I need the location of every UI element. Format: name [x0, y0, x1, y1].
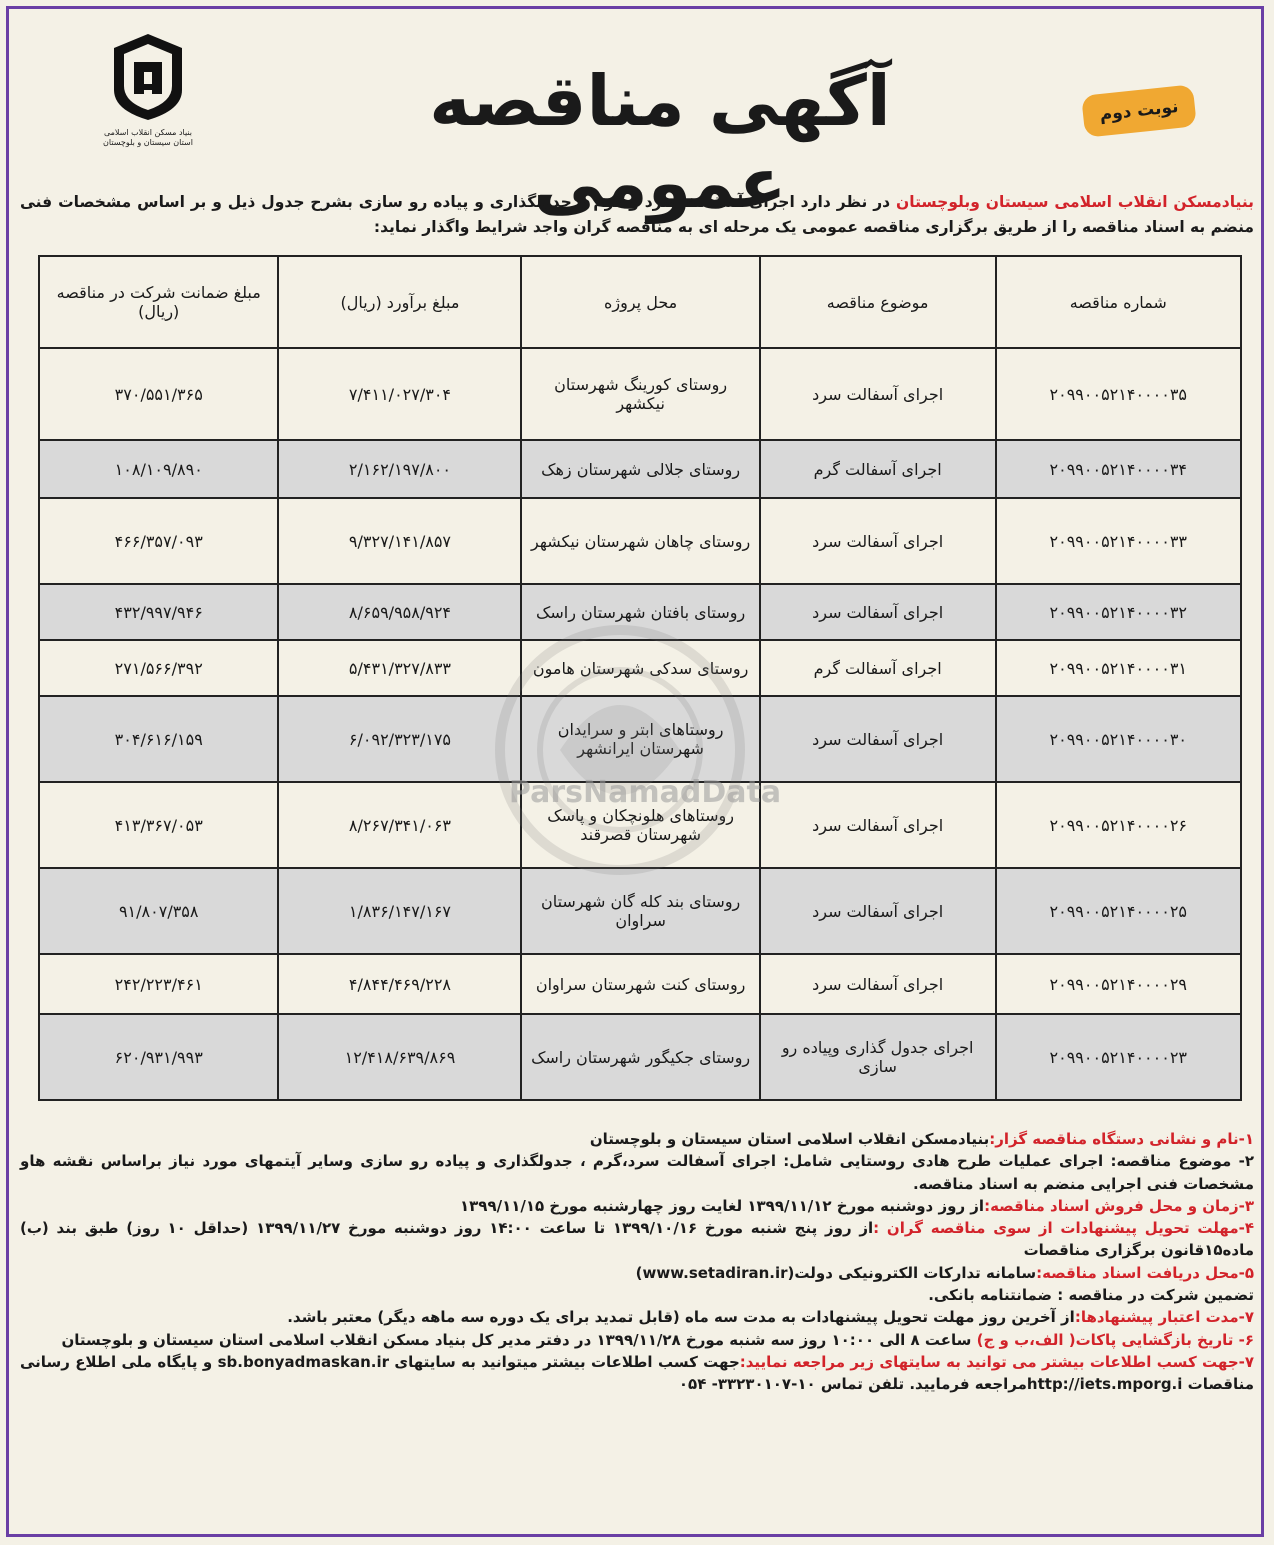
cell-estimate: ۴/۸۴۴/۴۶۹/۲۲۸	[278, 954, 521, 1014]
header-estimate: مبلغ برآورد (ریال)	[278, 256, 521, 348]
cell-guarantee: ۱۰۸/۱۰۹/۸۹۰	[39, 440, 278, 498]
cell-location: روستای جلالی شهرستان زهک	[521, 440, 759, 498]
round-badge: نوبت دوم	[1081, 84, 1197, 137]
cell-estimate: ۱/۸۳۶/۱۴۷/۱۶۷	[278, 868, 521, 954]
cell-location: روستای جکیگور شهرستان راسک	[521, 1014, 759, 1100]
table-row	[39, 640, 1241, 696]
cell-tender-number: ۲۰۹۹۰۰۵۲۱۴۰۰۰۰۲۳	[996, 1014, 1241, 1100]
setadiran-link[interactable]: www.setadiran.ir	[642, 1263, 788, 1282]
cell-subject: اجرای آسفالت سرد	[760, 696, 996, 782]
guarantee-note: تضمین شرکت در مناقصه : ضمانتنامه بانکی.	[928, 1286, 1254, 1305]
table-body	[39, 348, 1241, 1100]
note-1-text: بنیادمسکن انقلاب اسلامی استان سیستان و بلوچستان	[589, 1130, 990, 1148]
note-6-label: ۶- تاریخ بازگشایی پاکات( الف،ب و ج)	[976, 1330, 1254, 1349]
header-tender-number: شماره مناقصه	[996, 256, 1241, 348]
note-7a-label: ۷-مدت اعتبار پیشنهادها:	[1074, 1308, 1254, 1327]
header-subject: موضوع مناقصه	[760, 256, 996, 348]
intro-org: بنیادمسکن انقلاب اسلامی سیستان وبلوچستان	[896, 193, 1255, 211]
table-header-row	[39, 256, 1241, 348]
cell-estimate: ۸/۲۶۷/۳۴۱/۰۶۳	[278, 782, 521, 868]
cell-guarantee: ۳۷۰/۵۵۱/۳۶۵	[39, 348, 278, 440]
cell-location: روستای کورینگ شهرستان نیکشهر	[521, 348, 759, 440]
cell-subject: اجرای آسفالت سرد	[760, 868, 996, 954]
cell-guarantee: ۹۱/۸۰۷/۳۵۸	[39, 868, 278, 954]
cell-guarantee: ۴۳۲/۹۹۷/۹۴۶	[39, 584, 278, 640]
note-7b-text3: مراجعه فرمایید. تلفن تماس ۱۰-۳۳۲۳۰۱۰۷- ۰۵۴	[678, 1375, 1027, 1394]
note-3-text: از روز دوشنبه مورخ ۱۳۹۹/۱۱/۱۲ لغایت روز چهارشنبه مورخ ۱۳۹۹/۱۱/۱۵	[459, 1196, 985, 1215]
logo-caption: بنیاد مسکن انقلاب اسلامی استان سیستان و بلوچستان	[103, 128, 193, 147]
cell-location: روستای چاهان شهرستان نیکشهر	[521, 498, 759, 584]
table-row	[39, 954, 1241, 1014]
note-7b	[20, 1351, 1254, 1396]
cell-tender-number: ۲۰۹۹۰۰۵۲۱۴۰۰۰۰۳۴	[996, 440, 1241, 498]
note-7a	[20, 1306, 1254, 1328]
cell-subject: اجرای آسفالت سرد	[760, 584, 996, 640]
cell-subject: اجرای آسفالت گرم	[760, 440, 996, 498]
cell-estimate: ۵/۴۳۱/۳۲۷/۸۳۳	[278, 640, 521, 696]
watermark-brand: ParsNamadData	[508, 775, 782, 810]
cell-subject: اجرای آسفالت سرد	[760, 348, 996, 440]
cell-tender-number: ۲۰۹۹۰۰۵۲۱۴۰۰۰۰۳۱	[996, 640, 1241, 696]
table-row	[39, 440, 1241, 498]
cell-tender-number: ۲۰۹۹۰۰۵۲۱۴۰۰۰۰۲۶	[996, 782, 1241, 868]
cell-guarantee: ۲۴۲/۲۲۳/۴۶۱	[39, 954, 278, 1014]
bonyad-link[interactable]: sb.bonyadmaskan.ir	[217, 1352, 390, 1371]
note-1-label: ۱-نام و نشانی دستگاه مناقصه گزار:	[989, 1130, 1254, 1148]
iets-link[interactable]: http://iets.mporg.i	[1026, 1375, 1183, 1394]
cell-location: روستاهای هلونچکان و پاسک شهرستان قصرقند	[521, 782, 759, 868]
table-row	[39, 696, 1241, 782]
header-location: محل پروژه	[521, 256, 759, 348]
table-row	[39, 348, 1241, 440]
cell-estimate: ۸/۶۵۹/۹۵۸/۹۲۴	[278, 584, 521, 640]
note-4-text: از روز پنج شنبه مورخ ۱۳۹۹/۱۰/۱۶ تا ساعت ۱۴:۰۰ روز دوشنبه مورخ ۱۳۹۹/۱۱/۲۷ (حداقل ۱۰ روز) طبق بند (ب) ماده۱۵قانون برگزاری مناقصات	[20, 1219, 1254, 1260]
cell-location: روستای بند کله گان شهرستان سراوان	[521, 868, 759, 954]
table-row	[39, 1014, 1241, 1100]
cell-estimate: ۷/۴۱۱/۰۲۷/۳۰۴	[278, 348, 521, 440]
note-5-text: سامانه تدارکات الکترونیکی دولت(	[787, 1263, 1037, 1282]
cell-subject: اجرای آسفالت گرم	[760, 640, 996, 696]
note-7b-text2: و پایگاه ملی اطلاع رسانی مناقصات	[20, 1352, 1254, 1394]
note-7b-text: جهت کسب اطلاعات بیشتر میتوانید به سایتهای	[394, 1352, 740, 1371]
cell-estimate: ۲/۱۶۲/۱۹۷/۸۰۰	[278, 440, 521, 498]
intro-paragraph	[20, 190, 1254, 240]
cell-guarantee: ۴۱۳/۳۶۷/۰۵۳	[39, 782, 278, 868]
cell-location: روستای بافتان شهرستان راسک	[521, 584, 759, 640]
cell-location: روستای سدکی شهرستان هامون	[521, 640, 759, 696]
cell-subject: اجرای جدول گذاری وپیاده رو سازی	[760, 1014, 996, 1100]
cell-tender-number: ۲۰۹۹۰۰۵۲۱۴۰۰۰۰۳۰	[996, 696, 1241, 782]
note-6-text: ساعت ۸ الی ۱۰:۰۰ روز سه شنبه مورخ ۱۳۹۹/۱۱/۲۸ در دفتر مدیر کل بنیاد مسکن انقلاب اسلامی استان سیستان و بلوچستان	[61, 1330, 972, 1349]
cell-tender-number: ۲۰۹۹۰۰۵۲۱۴۰۰۰۰۳۲	[996, 584, 1241, 640]
cell-tender-number: ۲۰۹۹۰۰۵۲۱۴۰۰۰۰۳۳	[996, 498, 1241, 584]
cell-guarantee: ۲۷۱/۵۶۶/۳۹۲	[39, 640, 278, 696]
cell-tender-number: ۲۰۹۹۰۰۵۲۱۴۰۰۰۰۲۹	[996, 954, 1241, 1014]
table-row	[39, 584, 1241, 640]
tender-table	[38, 255, 1242, 1101]
cell-subject: اجرای آسفالت سرد	[760, 498, 996, 584]
note-7a-text: از آخرین روز مهلت تحویل پیشنهادات به مدت سه ماه (قابل تمدید برای یک دوره سه ماهه دیگر) معتبر باشد.	[287, 1308, 1075, 1327]
header-guarantee: مبلغ ضمانت شرکت در مناقصه (ریال)	[39, 256, 278, 348]
cell-estimate: ۶/۰۹۲/۳۲۳/۱۷۵	[278, 696, 521, 782]
note-6	[20, 1329, 1254, 1351]
cell-estimate: ۱۲/۴۱۸/۶۳۹/۸۶۹	[278, 1014, 521, 1100]
cell-location: روستاهای ابتر و سرایدان شهرستان ایرانشهر	[521, 696, 759, 782]
note-5-label: ۵-محل دریافت اسناد مناقصه:	[1036, 1263, 1254, 1282]
note-4-label: ۴-مهلت تحویل پیشنهادات از سوی مناقصه گران :	[873, 1219, 1254, 1238]
cell-guarantee: ۴۶۶/۳۵۷/۰۹۳	[39, 498, 278, 584]
intro-text: در نظر دارد اجرای آسفالت سرد و گرم و جدولگذاری و پیاده رو سازی بشرح جدول ذیل و بر اساس مشخصات فنی منضم به اسناد مناقصه را از طریق برگزاری مناقصه عمومی یک مرحله ای به مناقصه گران واجد شرایط واگذار نماید:	[20, 193, 1254, 236]
cell-estimate: ۹/۳۲۷/۱۴۱/۸۵۷	[278, 498, 521, 584]
notes-section	[20, 1128, 1254, 1396]
cell-location: روستای کنت شهرستان سراوان	[521, 954, 759, 1014]
cell-guarantee: ۳۰۴/۶۱۶/۱۵۹	[39, 696, 278, 782]
note-5	[20, 1262, 1254, 1284]
note-2: ۲- موضوع مناقصه: اجرای عملیات طرح هادی روستایی شامل: اجرای آسفالت سرد،گرم ، جدولگذاری و پیاده رو سازی وسایر آیتمهای مورد نیاز براساس نقشه هاو مشخصات فنی اجرایی منضم به اسناد مناقصه.	[20, 1152, 1254, 1193]
cell-subject: اجرای آسفالت سرد	[760, 954, 996, 1014]
cell-tender-number: ۲۰۹۹۰۰۵۲۱۴۰۰۰۰۳۵	[996, 348, 1241, 440]
note-4	[20, 1217, 1254, 1262]
table-row	[39, 868, 1241, 954]
note-7b-label: ۷-جهت کسب اطلاعات بیشتر می توانید به سایتهای زیر مراجعه نمایید:	[739, 1352, 1255, 1371]
table-row	[39, 498, 1241, 584]
cell-subject: اجرای آسفالت سرد	[760, 782, 996, 868]
note-3-label: ۳-زمان و محل فروش اسناد مناقصه:	[984, 1196, 1254, 1215]
note-3	[20, 1195, 1254, 1217]
note-1	[20, 1128, 1254, 1150]
page-title: آگهی مناقصه عمومی	[429, 60, 891, 224]
cell-guarantee: ۶۲۰/۹۳۱/۹۹۳	[39, 1014, 278, 1100]
bonyad-maskan-logo-icon	[110, 32, 186, 122]
note-5-end: )	[635, 1263, 643, 1282]
cell-tender-number: ۲۰۹۹۰۰۵۲۱۴۰۰۰۰۲۵	[996, 868, 1241, 954]
logo	[98, 32, 198, 182]
